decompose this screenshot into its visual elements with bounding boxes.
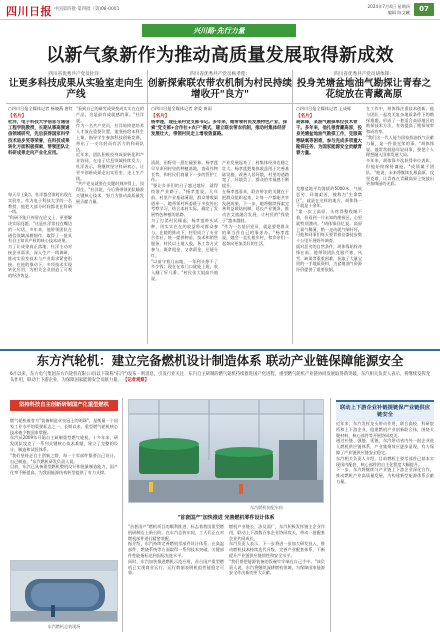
paragraph: "我们坚持走自主创新之路，每一个零部件都要自己设计、自己制造。"东汽燃机研发负责人说。 — [10, 452, 118, 464]
paragraph: 近年来，团队积极投身成果转化和产业协同，在电子信息领域持续发力。杜洋表示，将继续坚守科研初心，让更多创新成果走出实验室、走上生产线。 — [76, 152, 144, 181]
story-2-col-3 — [229, 524, 325, 632]
article-1-byline: ○四川日报全媒体记者 杨晓燕 唐红 — [8, 106, 73, 111]
photo-2-caption: 东汽燃机总装现场 — [47, 624, 81, 629]
paragraph: 燃机产业链长、涉及面广，东汽积极发挥链主企业作用，联动上下游数百家企业协同攻关，带动一批配套企业共同成长。 — [229, 524, 325, 541]
paragraph: 东汽从2009年开始自主研制重型燃气轮机，十多年来，研发团队攻克了一系列关键核心技术难题，建立了完整的设计、制造和试验体系。 — [10, 435, 118, 452]
paragraph: "共产党员就要在关键时刻冲得上、顶得住。"杜洋说，今后将带领团队瞄准关键核心技术，努力为推动高质量发展贡献力量。 — [76, 181, 144, 204]
paragraph: 燃气轮机被誉为"装备制造业皇冠上的明珠"，是衡量一个国家工业水平的重要标志之一。长期以来，重型燃气轮机核心技术被少数国家掌握。 — [10, 418, 118, 435]
article-1-body-col-a — [8, 192, 72, 342]
main-headline: 以新气象新作为推动高质量发展取得新成效 — [46, 45, 394, 66]
paragraph: 在杨孝莲看来，联农带农的关键在于把群众组织起来，让每一户都能共享发展成果。下一步，她将继续探索完善利益联结机制，延长产业链条，推动农文旅融合发展，让村民的"钱袋子"越来越鼓。 — [222, 188, 289, 223]
paragraph: 每天早上8点，杜洋都会准时出现在实验室。作为电子科技大学的一名教授，他把大部分时间都花在科研一线。 — [8, 192, 72, 215]
column-rule — [292, 70, 293, 344]
article-3-title: 投身羌塘盆地油气勘探让青春之花绽放在青藏高原 — [296, 78, 432, 100]
article-2-byline: ○四川日报全媒体记者 余爱 黄雨 — [151, 106, 212, 111]
date-text: 2024年7月4日 — [367, 4, 397, 9]
masthead-date — [368, 4, 410, 9]
section-blue-box: 联动上下游企业补链提链保产业链供应链安全 — [336, 400, 434, 421]
paragraph: "要让乡亲们的日子越过越好，就得找准产业路子。"杨孝莲说。几年前，村里产业基础薄弱，群众增收渠道单一。她带领村两委班子多次外出考察学习，结合本村实际，确定了发展特色种植的思路。 — [151, 183, 218, 218]
paragraph: 东汽负责人表示，下一步将进一步加大研发投入，推动燃机技术持续迭代升级，完善产业配套体系，不断提升产业链供应链韧性和安全水平。 — [229, 541, 325, 558]
masthead-editor: 编辑 陈文曦 — [387, 10, 410, 15]
article-3-body-col-a — [296, 186, 362, 342]
paragraph: 羌塘盆地平均海拔约5000米，气候恶劣、环境艰苦，被称为"生命禁区"。就是在这样的地方，胡体锋一干就是十余年。 — [296, 186, 362, 209]
article-1-title: 让更多科技成果从实验室走向生产线 — [8, 78, 144, 100]
paragraph: "我们要把能源装备的饭碗牢牢端在自己手中。"该负责人说，东汽将继续深耕燃机领域，为保障国家能源安全作出新的更大贡献。 — [229, 558, 325, 576]
factory-photo — [128, 399, 324, 503]
paragraph: 为了打消村民顾虑，杨孝莲带头试种，用实实在在的收益带动群众参与。在她的推动下，村里成立了专业合作社，统一提供种苗、技术和销售服务，村民以土地入股、务工等方式参与，既拿租金、又拿薪金，还能分红。 — [151, 217, 218, 258]
article-3-tag: 【名片】 — [296, 114, 315, 119]
article-2-body-col-a — [151, 160, 218, 342]
paragraph: "第一次上高原，头疼得整夜睡不着，但看到一片未知的勘探区，心里就特别激动。"胡体锋回忆说。高原上氧气稀薄，稍一走动就气喘吁吁，可他和同事们每天要背着仪器徒步数十公里开展野外调查。 — [296, 209, 362, 244]
article-1-tag: 【名片】 — [8, 114, 27, 119]
story-2-headline: 东方汽轮机：建立完备燃机设计制造体系 联动产业链保障能源安全 — [36, 353, 404, 368]
paragraph: 为了让成果真正落地，杜洋主动对接企业需求，深入生产一线调研，推动实验室技术与产业需求紧密衔接。在他的推动下，多项技术实现转化应用，为相关企业创造了可观的经济效益。 — [8, 244, 72, 279]
paragraph: 产业发展起来了，村集体经济也随之壮大。杨孝莲把集体收益用于完善基础设施、改善人居环境，村里的道路宽了、环境美了，群众的幸福感不断提升。 — [222, 160, 289, 189]
paragraph: 下一步，东汽将继续与产业链上下游企业深化合作，推动燃机产业高质量发展，为构建新型能源体系贡献力量。 — [336, 467, 434, 484]
paragraph: 通过补链、强链、延链，东汽带动省内外一批企业进入燃机供应链体系，产业集聚效应逐步显现，有力保障了产业链供应链安全稳定。 — [336, 438, 434, 455]
header-divider — [6, 103, 434, 104]
paragraph: "作为一名基层党员，就是要把群众的事当作自己的事来办。"杨孝莲说，她会一直扎根乡村，和乡亲们一起奔向更加美好的生活。 — [222, 223, 289, 247]
photo-1-caption: 东汽燃机装配车间 — [250, 505, 283, 510]
paragraph: 清晨，田野里一派忙碌景象。杨孝莲早早来到村里的种植基地，查看作物长势，和村民们商量下一步的管护工作。 — [151, 160, 218, 183]
paragraph: "我们这一代人能为国家找油找气贡献力量，是一件很光荣的事。"胡体锋说。他常常鼓励年轻同事，要把个人理想融入国家发展大局。 — [366, 134, 434, 158]
article-1-kicker: 四川省优秀共产党员杜洋： — [48, 72, 104, 77]
page-number-badge: 07 — [414, 3, 434, 16]
paragraph: 目前，东汽已具备重型燃机整机设计和批量制造能力，国产化率不断提高，为我国能源结构转型提供了有力支撑。 — [10, 464, 118, 476]
paragraph: 据介绍，东汽持续完善燃机零部件设计体系，在高温部件、燃烧系统等方面取得一系列技术突破，关键部件性能指标达到国际先进水平。 — [128, 541, 224, 558]
paragraph: 作为一名共产党员，杜洋始终把培养人才放在重要位置。他坚持给本科生上课，指导学生参加科技创新竞赛，带出了一支年轻而有活力的科研队伍。 — [76, 123, 144, 152]
column-rule — [122, 398, 123, 632]
masthead-tagline: 中国第四批·第四批（第)08-0001 — [54, 7, 120, 12]
paragraph: 东汽相关负责人介绍，目前燃机主要零部件已基本实现国内配套，核心部件的自主化程度大幅提升。 — [336, 455, 434, 467]
story-2-inline-subtitle: "首套国产"加快推进 完善燃机零件设计体系 — [177, 515, 275, 521]
paragraph: "看到自己的研究成果变成实实在在的产品，这是最有成就感的事。"杜洋说。 — [76, 106, 144, 123]
article-2-tag: 【名片】 — [151, 114, 170, 119]
masthead — [0, 0, 440, 20]
weekday-text: 星期四 — [397, 4, 410, 9]
story-2-col-4 — [336, 421, 434, 632]
paragraph: "首套国产"燃机项目的顺利推进，标志着我国重型燃机研制迈上新台阶。在东汽总装车间，工人们正在对燃机部件进行精密装配。 — [128, 524, 224, 541]
column-rule — [147, 70, 148, 344]
article-2-kicker: 四川省优秀共产党员杨孝莲： — [190, 72, 250, 77]
article-3-abstract: 胡体锋，某油气勘探单位技术骨干。多年来，他扎根青藏高原，投身羌塘盆地油气勘探工作，克服高寒缺氧等困难，参与完成多项重大勘探任务，为国家能源安全贡献青春力量。 — [296, 120, 362, 157]
article-3-body-col-b — [366, 106, 434, 342]
story-2-section-label: 【记者观察】 — [123, 378, 149, 383]
column-rule — [330, 398, 331, 632]
story-2-lede — [10, 372, 430, 384]
paragraph: "科研不能只停留在论文上，更要解决实际问题。"这是杜洋常挂在嘴边的一句话。多年来，他带领团队在通信领域深耕细作，取得了一批具有自主知识产权的核心技术成果。 — [8, 215, 72, 244]
factory-photo-image — [129, 400, 324, 503]
story-2-col-2 — [128, 524, 224, 632]
paragraph: 在工作中，胡体锋注重技术创新。他与团队一起攻关复杂地质条件下的勘探难题，形成了一套适合高原地区的勘探技术方法，有效提高了勘探效率和成功率。 — [366, 106, 434, 135]
column-banner: 兴川路·先行力量 — [142, 24, 296, 37]
paragraph: "以前守着几亩地，一年到头挣不了多少钱；现在在家门口就能上班，收入翻了好几番。"村民张大姐高兴地说。 — [151, 258, 218, 281]
paragraph: 面对恶劣的自然条件，胡体锋始终冲锋在前。他带领团队克服严寒、风雪、缺氧等重重困难，获取了大量宝贵的一手地质资料，为盆地油气资源评价提供了重要依据。 — [296, 243, 362, 273]
article-3-byline: ○四川日报全媒体记者 王成栋 — [296, 106, 352, 111]
article-2-abstract: 杨孝莲，现任某村党支部书记。多年来，她带领村民发展特色产业，探索"党支部+合作社+农户"模式，建立联农带农机制，推动村集体经济发展壮大，带领村民走上增收致富路。 — [151, 120, 288, 138]
article-2-body-col-b — [222, 160, 289, 342]
article-1-body-col-b — [76, 106, 144, 342]
article-2-title: 创新探索联农带农机制为村民持续增收开"良方" — [148, 78, 292, 100]
article-1-abstract: 杜洋，电子科技大学信息与通信工程学院教授，长期从事高频通信领域研究，先后获得国家科学技术进步奖等荣誉，在科技成果转化方面积极探索，带领团队让科研成果走向产业化应用。 — [8, 120, 70, 157]
assembly-photo — [10, 560, 118, 622]
newspaper-brand: 四川日报 — [6, 5, 52, 18]
paragraph: 近年来，东汽发挥龙头带动作用，联合高校、科研院所和上下游企业，组建燃机产业创新联合体，围绕关键材料、核心部件等开展协同攻关。 — [336, 421, 434, 438]
paragraph: 多年来，胡体锋多次获得单位表彰，但他始终保持谦逊。"成绩属于团队。"他说，未来将继续扎根高原、攻坚克难，让青春在青藏高原上绽放出更加绚丽的光彩。 — [366, 158, 434, 187]
section-red-box: 坚持科技自主创新研制国产化重型燃机 — [10, 400, 118, 411]
story-2-lede-text: 6月以来，东方电气集团东方汽轮机有限公司(以下简称"东汽")发布一则消息，引发行业关注：东汽自主研制的燃气轮机持续推进国产化进程，重型燃气轮机产业链协同发展取得新突破。东汽相关负责人表示，将继续发挥龙头作用，联动上下游企业，为保障国家能源安全贡献力量。 — [10, 372, 430, 383]
article-3-kicker: 四川省优秀共产党员胡体锋： — [334, 72, 394, 77]
paragraph: 同时，东汽加快推进燃机示范应用，首台国产重型燃机已实现商业运行，运行数据表明机组性能稳定可靠。 — [128, 558, 224, 576]
assembly-photo-image — [11, 561, 118, 622]
